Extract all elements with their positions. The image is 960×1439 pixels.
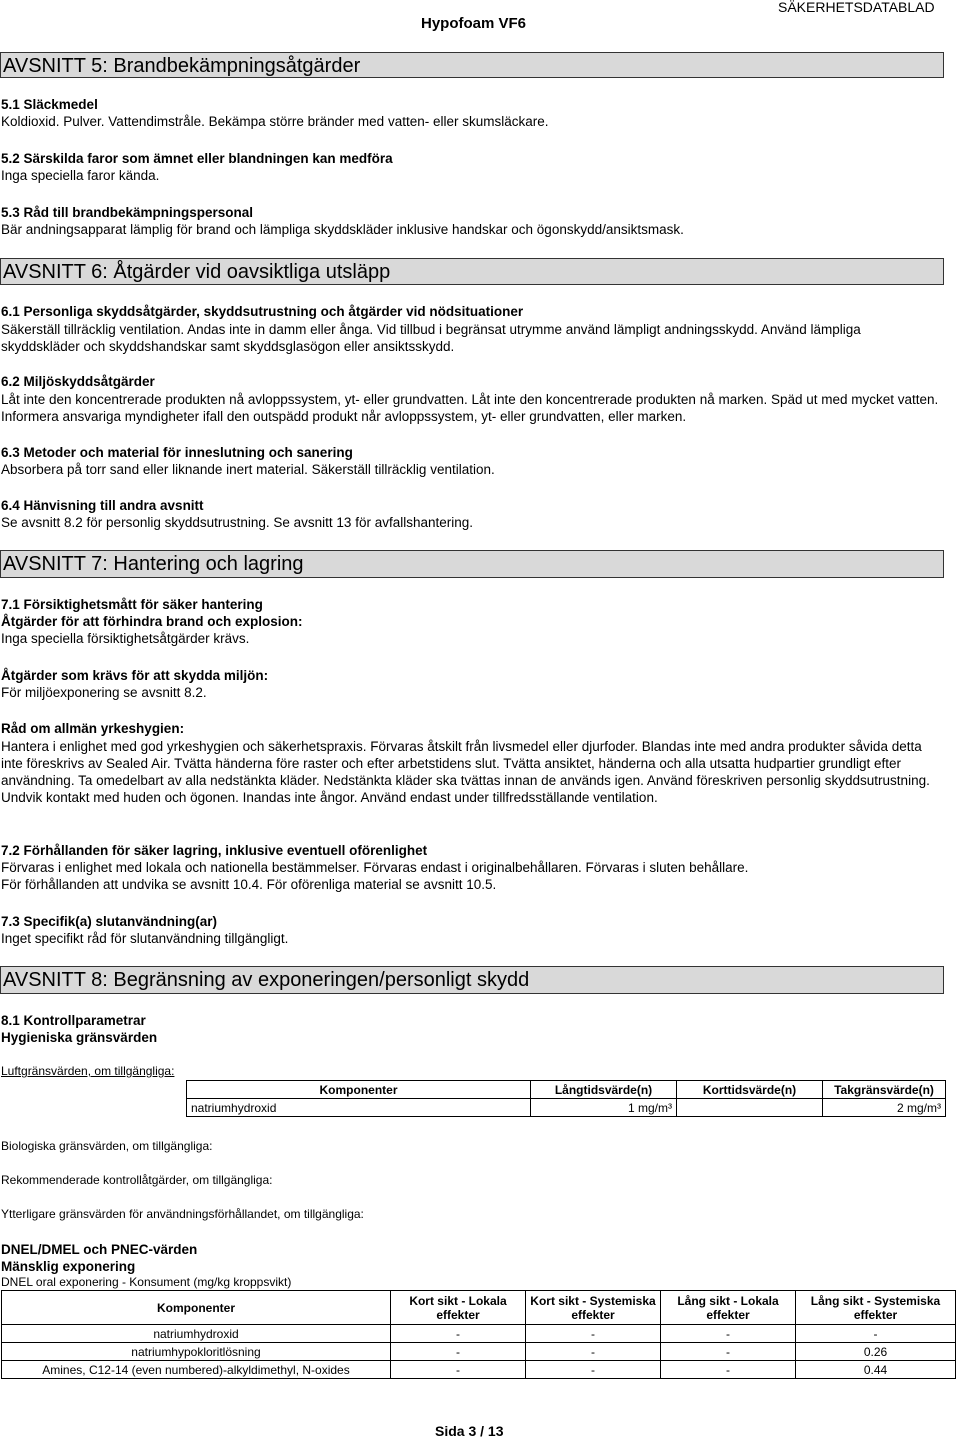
text-7-1-env: För miljöexponering se avsnitt 8.2. bbox=[1, 685, 207, 700]
bio-limits-label: Biologiska gränsvärden, om tillgängliga: bbox=[1, 1139, 213, 1153]
table-cell: natriumhypokloritlösning bbox=[2, 1343, 391, 1361]
text-7-1-fire: Inga speciella försiktighetsåtgärder krävs. bbox=[1, 631, 250, 646]
table-cell: 1 mg/m³ bbox=[531, 1099, 677, 1117]
text-7-2-a: Förvaras i enlighet med lokala och nationella bestämmelser. Förvaras endast i originalbehållaren. Förvaras i sluten behållare. bbox=[1, 860, 749, 875]
table-row bbox=[187, 1099, 946, 1117]
text-7-2-b: För förhållanden att undvika se avsnitt 10.4. För oförenliga material se avsnitt 10.5. bbox=[1, 877, 497, 892]
heading-7-1: 7.1 Försiktighetsmått för säker hantering bbox=[1, 597, 263, 612]
heading-7-3: 7.3 Specifik(a) slutanvändning(ar) bbox=[1, 914, 218, 929]
table-cell: Amines, C12-14 (even numbered)-alkyldimethyl, N-oxides bbox=[2, 1361, 391, 1379]
document-type: SÄKERHETSDATABLAD bbox=[778, 0, 935, 15]
heading-5-3: 5.3 Råd till brandbekämpningspersonal bbox=[1, 205, 254, 220]
column-header: Lång sikt - Lokala effekter bbox=[661, 1291, 796, 1325]
table-header-row bbox=[2, 1291, 956, 1325]
section-7-heading: AVSNITT 7: Hantering och lagring bbox=[0, 550, 944, 578]
air-limits-label: Luftgränsvärden, om tillgängliga: bbox=[1, 1064, 175, 1078]
page-number: Sida 3 / 13 bbox=[435, 1423, 504, 1439]
heading-5-2: 5.2 Särskilda faror som ämnet eller blandningen kan medföra bbox=[1, 151, 393, 166]
table-cell: 2 mg/m³ bbox=[823, 1099, 946, 1117]
section-8-heading: AVSNITT 8: Begränsning av exponeringen/personligt skydd bbox=[0, 966, 944, 994]
section-5-heading: AVSNITT 5: Brandbekämpningsåtgärder bbox=[0, 52, 944, 78]
table-cell: 0.44 bbox=[796, 1361, 956, 1379]
column-header: Kort sikt - Lokala effekter bbox=[391, 1291, 526, 1325]
column-header: Komponenter bbox=[187, 1081, 531, 1099]
text-6-2: Låt inte den koncentrerade produkten nå avloppssystem, yt- eller grundvatten. Låt inte den koncentrerade produkten nå marken. Späd ut med mycket vatten. Informera ansvariga myndigheter ifall den outspädd produkt når avloppssystem, yt- eller grundvatten, eller marken. bbox=[1, 392, 939, 424]
table-cell: - bbox=[391, 1361, 526, 1379]
table-cell: natriumhydroxid bbox=[187, 1099, 531, 1117]
heading-7-2: 7.2 Förhållanden för säker lagring, inklusive eventuell oförenlighet bbox=[1, 843, 428, 858]
text-6-3: Absorbera på torr sand eller liknande inert material. Säkerställ tillräcklig ventilation. bbox=[1, 462, 495, 477]
column-header: Långtidsvärde(n) bbox=[531, 1081, 677, 1099]
dnel-table bbox=[1, 1290, 956, 1379]
heading-6-4: 6.4 Hänvisning till andra avsnitt bbox=[1, 498, 204, 513]
additional-limits-label: Ytterligare gränsvärden för användningsförhållandet, om tillgängliga: bbox=[1, 1207, 364, 1221]
heading-8-1-limits: Hygieniska gränsvärden bbox=[1, 1030, 158, 1045]
recommended-controls-label: Rekommenderade kontrollåtgärder, om tillgängliga: bbox=[1, 1173, 273, 1187]
human-exposure-heading: Mänsklig exponering bbox=[1, 1259, 136, 1274]
heading-7-1-env: Åtgärder som krävs för att skydda miljön: bbox=[1, 668, 269, 683]
text-6-4: Se avsnitt 8.2 för personlig skyddsutrustning. Se avsnitt 13 för avfallshantering. bbox=[1, 515, 474, 530]
section-6-heading: AVSNITT 6: Åtgärder vid oavsiktliga utsläpp bbox=[0, 258, 944, 285]
heading-6-2: 6.2 Miljöskyddsåtgärder bbox=[1, 374, 155, 389]
text-6-1: Säkerställ tillräcklig ventilation. Andas inte in damm eller ånga. Vid tillbud i begränsat utrymme använd lämpligt andningsskydd. Använd lämpliga skyddskläder och skyddshandskar samt skyddsglasögon eller ansiktsskydd. bbox=[1, 322, 861, 354]
table-header-row bbox=[187, 1081, 946, 1099]
table-cell: - bbox=[661, 1343, 796, 1361]
column-header: Lång sikt - Systemiska effekter bbox=[796, 1291, 956, 1325]
air-limits-table bbox=[186, 1080, 946, 1117]
dnel-heading: DNEL/DMEL och PNEC-värden bbox=[1, 1242, 198, 1257]
table-cell: - bbox=[391, 1343, 526, 1361]
table-cell bbox=[677, 1099, 823, 1117]
table-cell: - bbox=[526, 1325, 661, 1343]
column-header: Takgränsvärde(n) bbox=[823, 1081, 946, 1099]
text-5-1: Koldioxid. Pulver. Vattendimstråle. Bekämpa större bränder med vatten- eller skumsläckare. bbox=[1, 114, 549, 129]
table-cell: - bbox=[796, 1325, 956, 1343]
table-cell: - bbox=[391, 1325, 526, 1343]
column-header: Kort sikt - Systemiska effekter bbox=[526, 1291, 661, 1325]
heading-8-1: 8.1 Kontrollparametrar bbox=[1, 1013, 146, 1028]
text-5-2: Inga speciella faror kända. bbox=[1, 168, 160, 183]
table-cell: - bbox=[661, 1325, 796, 1343]
dnel-oral-label: DNEL oral exponering - Konsument (mg/kg kroppsvikt) bbox=[1, 1275, 292, 1289]
table-cell: - bbox=[661, 1361, 796, 1379]
text-7-1-hygiene: Hantera i enlighet med god yrkeshygien och säkerhetspraxis. Förvaras åtskilt från livsmedel eller djurfoder. Blandas inte med andra produkter såvida detta inte föreskrivs av Sealed Air. Tvätta händerna före raster och efter arbetstidens slut. Tvätta ansiktet, händerna och alla utsatta hudpartier grundligt efter användning. Ta omedelbart av alla nedstänkta kläder. Nedstänkta kläder ska tvättas innan de används igen. Använd föreskriven personlig skyddsutrustning. Undvik kontakt med huden och ögonen. Inandas inte ångor. Använd endast under tillfredsställande ventilation. bbox=[1, 739, 930, 805]
table-cell: - bbox=[526, 1361, 661, 1379]
product-name: Hypofoam VF6 bbox=[421, 15, 527, 32]
heading-5-1: 5.1 Släckmedel bbox=[1, 97, 98, 112]
table-cell: natriumhydroxid bbox=[2, 1325, 391, 1343]
table-cell: - bbox=[526, 1343, 661, 1361]
table-cell: 0.26 bbox=[796, 1343, 956, 1361]
table-row bbox=[2, 1325, 956, 1343]
text-7-3: Inget specifikt råd för slutanvändning tillgängligt. bbox=[1, 931, 289, 946]
text-5-3: Bär andningsapparat lämplig för brand och lämpliga skyddskläder inklusive handskar och ögonskydd/ansiktsmask. bbox=[1, 222, 684, 237]
column-header: Komponenter bbox=[2, 1291, 391, 1325]
heading-7-1-fire: Åtgärder för att förhindra brand och explosion: bbox=[1, 614, 303, 629]
heading-7-1-hygiene: Råd om allmän yrkeshygien: bbox=[1, 721, 185, 736]
table-row bbox=[2, 1343, 956, 1361]
column-header: Korttidsvärde(n) bbox=[677, 1081, 823, 1099]
table-row bbox=[2, 1361, 956, 1379]
heading-6-1: 6.1 Personliga skyddsåtgärder, skyddsutrustning och åtgärder vid nödsituationer bbox=[1, 304, 524, 319]
heading-6-3: 6.3 Metoder och material för inneslutning och sanering bbox=[1, 445, 353, 460]
